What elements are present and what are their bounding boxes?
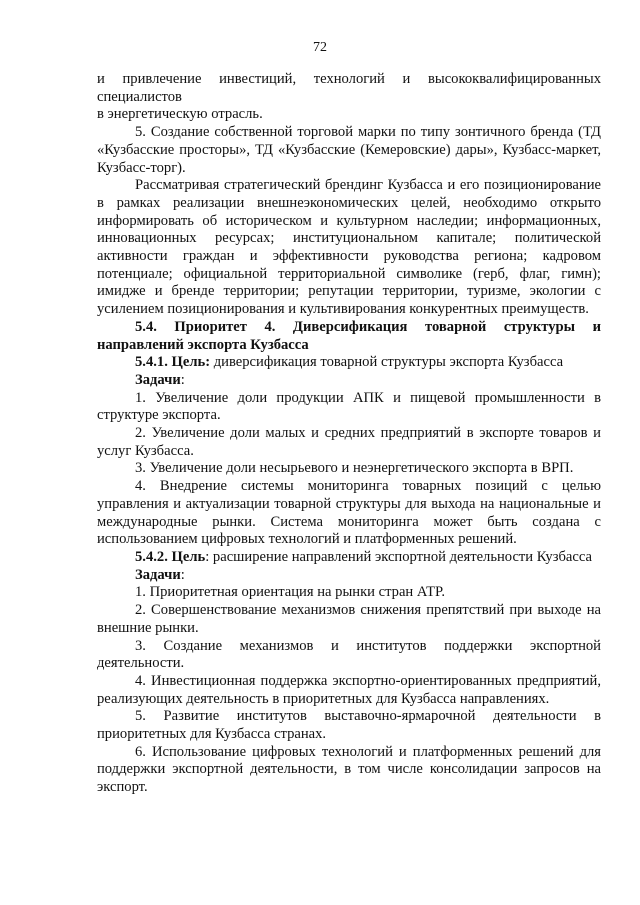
task-item: 4. Внедрение системы мониторинга товарных позиций с целью управления и актуализации товарной структуры для выхода на национальные и международные рынки. Система мониторинга может быть создана с использованием цифровых технологий и платформенных решений. bbox=[97, 478, 601, 548]
goal-1 bbox=[97, 354, 601, 372]
task-item: 6. Использование цифровых технологий и платформенных решений для поддержки экспортной деятельности, в том числе консолидации запросов на экспорт. bbox=[97, 743, 601, 796]
goal-1-label: . Цель: bbox=[164, 354, 211, 371]
task-item: 3. Создание механизмов и институтов поддержки экспортной деятельности. bbox=[97, 637, 601, 672]
document-body bbox=[97, 71, 601, 797]
section-heading: 5.4. Приоритет 4. Диверсификация товарной структуры и направлений экспорта Кузбасса bbox=[97, 318, 601, 353]
task-item: 2. Совершенствование механизмов снижения препятствий при выходе на внешние рынки. bbox=[97, 602, 601, 636]
goal-1-text: диверсификация товарной структуры экспорта Кузбасса bbox=[210, 354, 564, 371]
tasks-1-heading: Задачи: bbox=[135, 371, 185, 388]
goal-1-number: 5.4.1 bbox=[135, 354, 165, 371]
task-item: 4. Инвестиционная поддержка экспортно-ориентированных предприятий, реализующих деятельность в приоритетных для Кузбасса направлениях. bbox=[97, 672, 601, 707]
paragraph-branding: Рассматривая стратегический брендинг Кузбасса и его позиционирование в рамках реализации внешнеэкономических целей, необходимо открыто информировать об историческом и культурном наследии; информационных, инновационных ресурсах; институциональном капитале; политической активности граждан и эффективности руководства региона; кадровом потенциале; официальной территориальной символике (герб, флаг, гимн); имидже и бренде территории; репутации территории, туризме, экологии с усилением позиционирования и культивирования конкурентных преимуществ. bbox=[97, 177, 601, 318]
paragraph-continuation: и привлечение инвестиций, технологий и высококвалифицированных bbox=[97, 71, 601, 87]
task-item: 1. Приоритетная ориентация на рынки стран АТР. bbox=[135, 584, 446, 601]
goal-2-text: : расширение направлений экспортной деятельности Кузбасса bbox=[205, 548, 592, 565]
goal-2-label: 5.4.2. Цель bbox=[135, 548, 206, 565]
task-item: 1. Увеличение доли продукции АПК и пищевой промышленности в структуре экспорта. bbox=[97, 389, 601, 424]
paragraph-continuation-line: специалистов bbox=[97, 88, 182, 105]
tasks-2-heading: Задачи: bbox=[135, 566, 185, 583]
task-item: 3. Увеличение доли несырьевого и неэнергетического экспорта в ВРП. bbox=[135, 460, 574, 477]
task-item: 2. Увеличение доли малых и средних предприятий в экспорте товаров и услуг Кузбасса. bbox=[97, 425, 601, 459]
paragraph-item-5: 5. Создание собственной торговой марки по типу зонтичного бренда (ТД «Кузбасские просторы», ТД «Кузбасские (Кемеровские) дары», Кузбасс-маркет, Кузбасс-торг). bbox=[97, 124, 601, 176]
goal-2 bbox=[97, 549, 601, 567]
paragraph-continuation-end: в энергетическую отрасль. bbox=[97, 106, 263, 123]
page-number: 72 bbox=[313, 40, 327, 55]
task-item: 5. Развитие институтов выставочно-ярмарочной деятельности в приоритетных для Кузбасса странах. bbox=[97, 708, 601, 743]
